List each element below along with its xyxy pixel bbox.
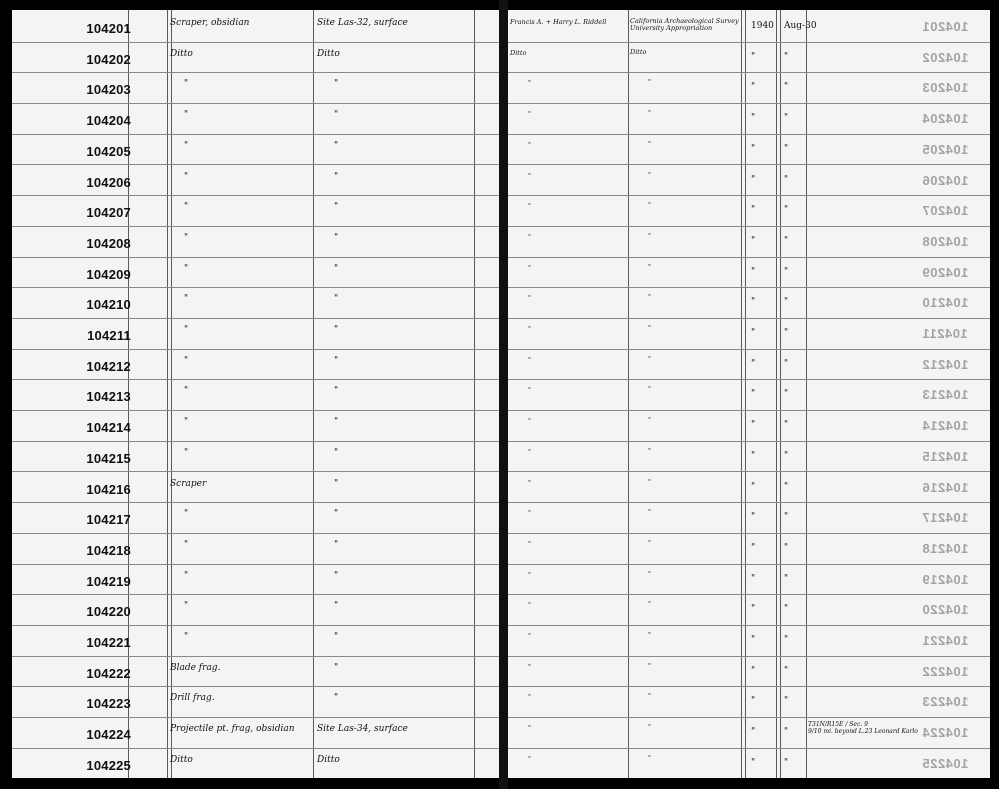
site-text: " [334, 478, 339, 489]
ledger-row-right [508, 319, 990, 350]
ledger-row-left [12, 135, 499, 166]
source-text: " [648, 201, 651, 210]
catalog-number: 104213 [86, 389, 131, 405]
ledger-row-left [12, 319, 499, 350]
collector-text: " [528, 662, 531, 671]
site-text: " [334, 140, 339, 151]
collector-text: " [528, 632, 531, 640]
source-text: " [648, 139, 651, 148]
source-text: " [648, 692, 651, 701]
catalog-number: 104217 [86, 512, 131, 528]
mirrored-catalog-number: 104213 [921, 387, 968, 403]
ledger-row-left [12, 565, 499, 596]
catalog-number: 104211 [87, 328, 131, 343]
description-text: " [184, 386, 189, 397]
ledger-row-right [508, 135, 990, 166]
ledger-row-left [12, 288, 499, 319]
catalog-number: 104225 [86, 757, 131, 773]
accession-text: " [784, 512, 789, 523]
year-text: 1940 [751, 21, 774, 31]
catalog-number: 104203 [86, 82, 131, 98]
description-text: " [184, 570, 189, 581]
source-text: " [648, 569, 651, 578]
catalog-number: 104210 [86, 297, 131, 313]
description-text: " [184, 417, 189, 428]
accession-text: " [784, 665, 789, 676]
source-text: " [648, 170, 651, 179]
mirrored-catalog-number: 104206 [921, 172, 968, 188]
collector-text: " [528, 355, 531, 364]
source-text: " [648, 324, 651, 332]
catalog-number: 104224 [86, 727, 131, 743]
mirrored-catalog-number: 104223 [921, 694, 968, 710]
source-text: " [648, 109, 651, 118]
accession-text: " [784, 757, 789, 768]
mirrored-catalog-number: 104209 [921, 264, 968, 280]
ledger-row-left [12, 43, 499, 74]
catalog-number: 104214 [86, 420, 131, 436]
catalog-number: 104222 [86, 665, 131, 681]
year-text: " [751, 205, 756, 216]
mirrored-catalog-number: 104208 [921, 233, 968, 249]
description-text: Projectile pt. frag, obsidian [170, 724, 295, 735]
description-text: " [184, 355, 189, 366]
mirrored-catalog-number: 104207 [921, 203, 968, 219]
ledger-row-left [12, 104, 499, 135]
ledger-row-left [12, 350, 499, 381]
description-text: Ditto [170, 48, 193, 59]
ledger-row-right [508, 749, 990, 778]
description-text: " [184, 509, 189, 520]
ledger-row-right [508, 104, 990, 135]
site-text: " [334, 110, 339, 121]
ledger-row-left [12, 196, 499, 227]
catalog-number: 104206 [86, 174, 131, 190]
source-text: " [648, 231, 651, 240]
mirrored-catalog-number: 104218 [921, 540, 968, 556]
collector-text: " [528, 140, 531, 149]
accession-text: " [784, 51, 789, 62]
description-text: Scraper, obsidian [170, 18, 250, 28]
ledger-row-left [12, 411, 499, 442]
ledger-row-right [508, 442, 990, 473]
ledger-row-right [508, 73, 990, 104]
site-text: Ditto [317, 754, 340, 765]
ledger-row-left [12, 380, 499, 411]
accession-text: " [784, 389, 789, 400]
site-text: " [334, 447, 339, 458]
year-text: " [751, 542, 756, 553]
source-text: " [648, 385, 651, 394]
year-text: " [751, 389, 756, 400]
catalog-number: 104219 [86, 573, 131, 589]
ledger-row-left [12, 503, 499, 534]
site-text: " [334, 601, 339, 612]
catalog-number: 104204 [86, 113, 131, 129]
collector-text: " [528, 171, 531, 180]
description-text: " [184, 539, 189, 550]
site-text: " [334, 325, 339, 335]
source-text: " [648, 354, 651, 363]
site-text: " [334, 263, 339, 274]
mirrored-catalog-number: 104217 [921, 510, 968, 526]
collector-text: " [528, 202, 531, 211]
mirrored-catalog-number: 104219 [921, 571, 968, 587]
description-text: " [184, 325, 189, 335]
description-text: " [184, 202, 189, 213]
site-text: " [334, 294, 339, 305]
collector-text: " [528, 110, 531, 119]
description-text: " [184, 110, 189, 121]
site-text: " [334, 570, 339, 581]
year-text: " [751, 481, 756, 492]
source-text: " [648, 753, 651, 762]
accession-text: " [784, 82, 789, 93]
site-text: " [334, 632, 339, 642]
ledger-row-right [508, 565, 990, 596]
accession-text: " [784, 328, 789, 338]
ledger-row-left [12, 227, 499, 258]
ledger-row-right [508, 718, 990, 749]
ledger-row-right [508, 626, 990, 657]
mirrored-catalog-number: 104211 [922, 326, 968, 341]
accession-text: " [784, 696, 789, 707]
year-text: " [751, 635, 756, 645]
mirrored-catalog-number: 104220 [921, 602, 968, 618]
source-text: " [648, 538, 651, 547]
year-text: " [751, 266, 756, 277]
ledger-row-right [508, 473, 990, 504]
source-text: " [648, 600, 651, 609]
description-text: Scraper [170, 478, 207, 489]
ledger-row-right [508, 227, 990, 258]
ledger-row-right [508, 534, 990, 565]
year-text: " [751, 174, 756, 185]
collector-text: Ditto [510, 48, 527, 57]
year-text: " [751, 420, 756, 431]
description-text: " [184, 447, 189, 458]
source-text: " [648, 262, 651, 271]
description-text: Ditto [170, 754, 193, 765]
ledger-row-right [508, 43, 990, 74]
ledger-row-right [508, 380, 990, 411]
description-text: " [184, 232, 189, 243]
collector-text: " [528, 325, 531, 333]
catalog-number: 104221 [86, 635, 131, 650]
accession-text: " [784, 205, 789, 216]
ledger-row-right [508, 166, 990, 197]
collector-text: " [528, 79, 531, 88]
mirrored-catalog-number: 104222 [921, 663, 968, 679]
year-text: " [751, 727, 756, 738]
ledger-row-left [12, 687, 499, 718]
source-text: " [648, 416, 651, 425]
collector-text: " [528, 509, 531, 518]
description-text: " [184, 601, 189, 612]
year-text: " [751, 113, 756, 124]
source-text: Ditto [630, 47, 647, 56]
site-text: " [334, 693, 339, 704]
ledger-row-left [12, 442, 499, 473]
mirrored-catalog-number: 104203 [921, 80, 968, 96]
source-text: " [648, 631, 651, 639]
description-text: " [184, 79, 189, 90]
collector-text: " [528, 570, 531, 579]
collector-text: " [528, 232, 531, 241]
site-text: " [334, 662, 339, 673]
ledger-row-left [12, 595, 499, 626]
site-text: " [334, 386, 339, 397]
catalog-number: 104202 [86, 51, 131, 67]
mirrored-catalog-number: 104221 [921, 633, 968, 648]
mirrored-catalog-number: 104212 [921, 356, 968, 372]
mirrored-catalog-number: 104214 [921, 418, 968, 434]
catalog-number: 104218 [86, 542, 131, 558]
year-text: " [751, 235, 756, 246]
accession-text: " [784, 358, 789, 369]
accession-text: " [784, 420, 789, 431]
site-text: " [334, 232, 339, 243]
ledger-row-left [12, 657, 499, 688]
ledger-row-left [12, 534, 499, 565]
source-text: " [648, 78, 651, 87]
year-text: " [751, 358, 756, 369]
year-text: " [751, 450, 756, 461]
year-text: " [751, 573, 756, 584]
ledger-row-right [508, 657, 990, 688]
site-text: " [334, 79, 339, 90]
description-text: Drill frag. [170, 693, 215, 704]
mirrored-catalog-number: 104202 [921, 49, 968, 65]
source-text: " [648, 723, 651, 732]
collector-text: " [528, 539, 531, 548]
description-text: " [184, 140, 189, 151]
year-text: " [751, 604, 756, 615]
year-text: " [751, 696, 756, 707]
accession-text: " [784, 297, 789, 308]
description-text: " [184, 294, 189, 305]
catalog-number: 104208 [86, 235, 131, 251]
catalog-number: 104215 [86, 450, 131, 466]
source-text: " [648, 477, 651, 486]
catalog-number: 104201 [86, 21, 131, 36]
year-text: " [751, 512, 756, 523]
collector-text: " [528, 754, 531, 763]
mirrored-catalog-number: 104201 [921, 19, 968, 34]
accession-text: " [784, 113, 789, 124]
accession-text: " [784, 573, 789, 584]
accession-text: " [784, 174, 789, 185]
collector-text: " [528, 601, 531, 610]
site-text: " [334, 171, 339, 182]
ledger-row-right [508, 12, 990, 43]
catalog-number: 104207 [86, 205, 131, 221]
year-text: " [751, 82, 756, 93]
year-text: " [751, 297, 756, 308]
accession-text: " [784, 143, 789, 154]
year-text: " [751, 328, 756, 338]
site-text: Site Las-34, surface [317, 724, 408, 735]
year-text: " [751, 757, 756, 768]
accession-text: " [784, 481, 789, 492]
catalog-number: 104220 [86, 604, 131, 620]
site-text: Site Las-32, surface [317, 18, 408, 28]
ledger-row-left [12, 749, 499, 778]
collector-text: " [528, 478, 531, 487]
ledger-row-right [508, 687, 990, 718]
ledger-row-left [12, 166, 499, 197]
collector-text: " [528, 294, 531, 303]
ledger-row-right [508, 595, 990, 626]
collector-text: Francis A. + Harry L. Riddell [510, 18, 607, 26]
site-text: " [334, 539, 339, 550]
site-text: Ditto [317, 48, 340, 59]
ledger-row-left [12, 12, 499, 43]
accession-text: " [784, 450, 789, 461]
source-text: " [648, 446, 651, 455]
accession-text: Aug-30 [784, 21, 817, 31]
catalog-number: 104212 [86, 358, 131, 374]
collector-text: " [528, 693, 531, 702]
site-text: " [334, 509, 339, 520]
ledger-row-right [508, 196, 990, 227]
year-text: " [751, 143, 756, 154]
year-text: " [751, 51, 756, 62]
ledger-row-right [508, 411, 990, 442]
ledger-row-left [12, 258, 499, 289]
catalog-number: 104223 [86, 696, 131, 712]
mirrored-catalog-number: 104224 [921, 725, 968, 741]
source-text: California Archaeological Survey University Appropriation [630, 17, 739, 32]
ledger-row-right [508, 258, 990, 289]
catalog-number: 104205 [86, 143, 131, 159]
catalog-number: 104209 [86, 266, 131, 282]
description-text: " [184, 263, 189, 274]
accession-text: " [784, 727, 789, 738]
remarks-note: T31N/R15E / Sec. 9 9/10 mi. beyond L.23 Leonard Karlo [808, 721, 918, 736]
collector-text: " [528, 386, 531, 395]
ledger-row-right [508, 503, 990, 534]
description-text: Blade frag. [170, 662, 221, 673]
left-ledger-page [12, 10, 499, 778]
source-text: " [648, 508, 651, 517]
ledger-row-left [12, 626, 499, 657]
site-text: " [334, 202, 339, 213]
ledger-row-right [508, 288, 990, 319]
mirrored-catalog-number: 104205 [921, 141, 968, 157]
accession-text: " [784, 235, 789, 246]
mirrored-catalog-number: 104215 [921, 448, 968, 464]
book-gutter [499, 0, 508, 789]
site-text: " [334, 417, 339, 428]
mirrored-catalog-number: 104216 [921, 479, 968, 495]
accession-text: " [784, 635, 789, 645]
ledger-row-left [12, 73, 499, 104]
ledger-row-left [12, 718, 499, 749]
accession-text: " [784, 604, 789, 615]
accession-text: " [784, 266, 789, 277]
description-text: " [184, 171, 189, 182]
ledger-row-left [12, 473, 499, 504]
mirrored-catalog-number: 104204 [921, 111, 968, 127]
catalog-number: 104216 [86, 481, 131, 497]
collector-text: " [528, 417, 531, 426]
year-text: " [751, 665, 756, 676]
mirrored-catalog-number: 104225 [921, 755, 968, 771]
site-text: " [334, 355, 339, 366]
description-text: " [184, 632, 189, 642]
collector-text: " [528, 724, 531, 733]
collector-text: " [528, 263, 531, 272]
source-text: " [648, 293, 651, 302]
mirrored-catalog-number: 104210 [921, 295, 968, 311]
collector-text: " [528, 447, 531, 456]
ledger-row-right [508, 350, 990, 381]
right-ledger-page [508, 10, 990, 778]
accession-text: " [784, 542, 789, 553]
source-text: " [648, 661, 651, 670]
